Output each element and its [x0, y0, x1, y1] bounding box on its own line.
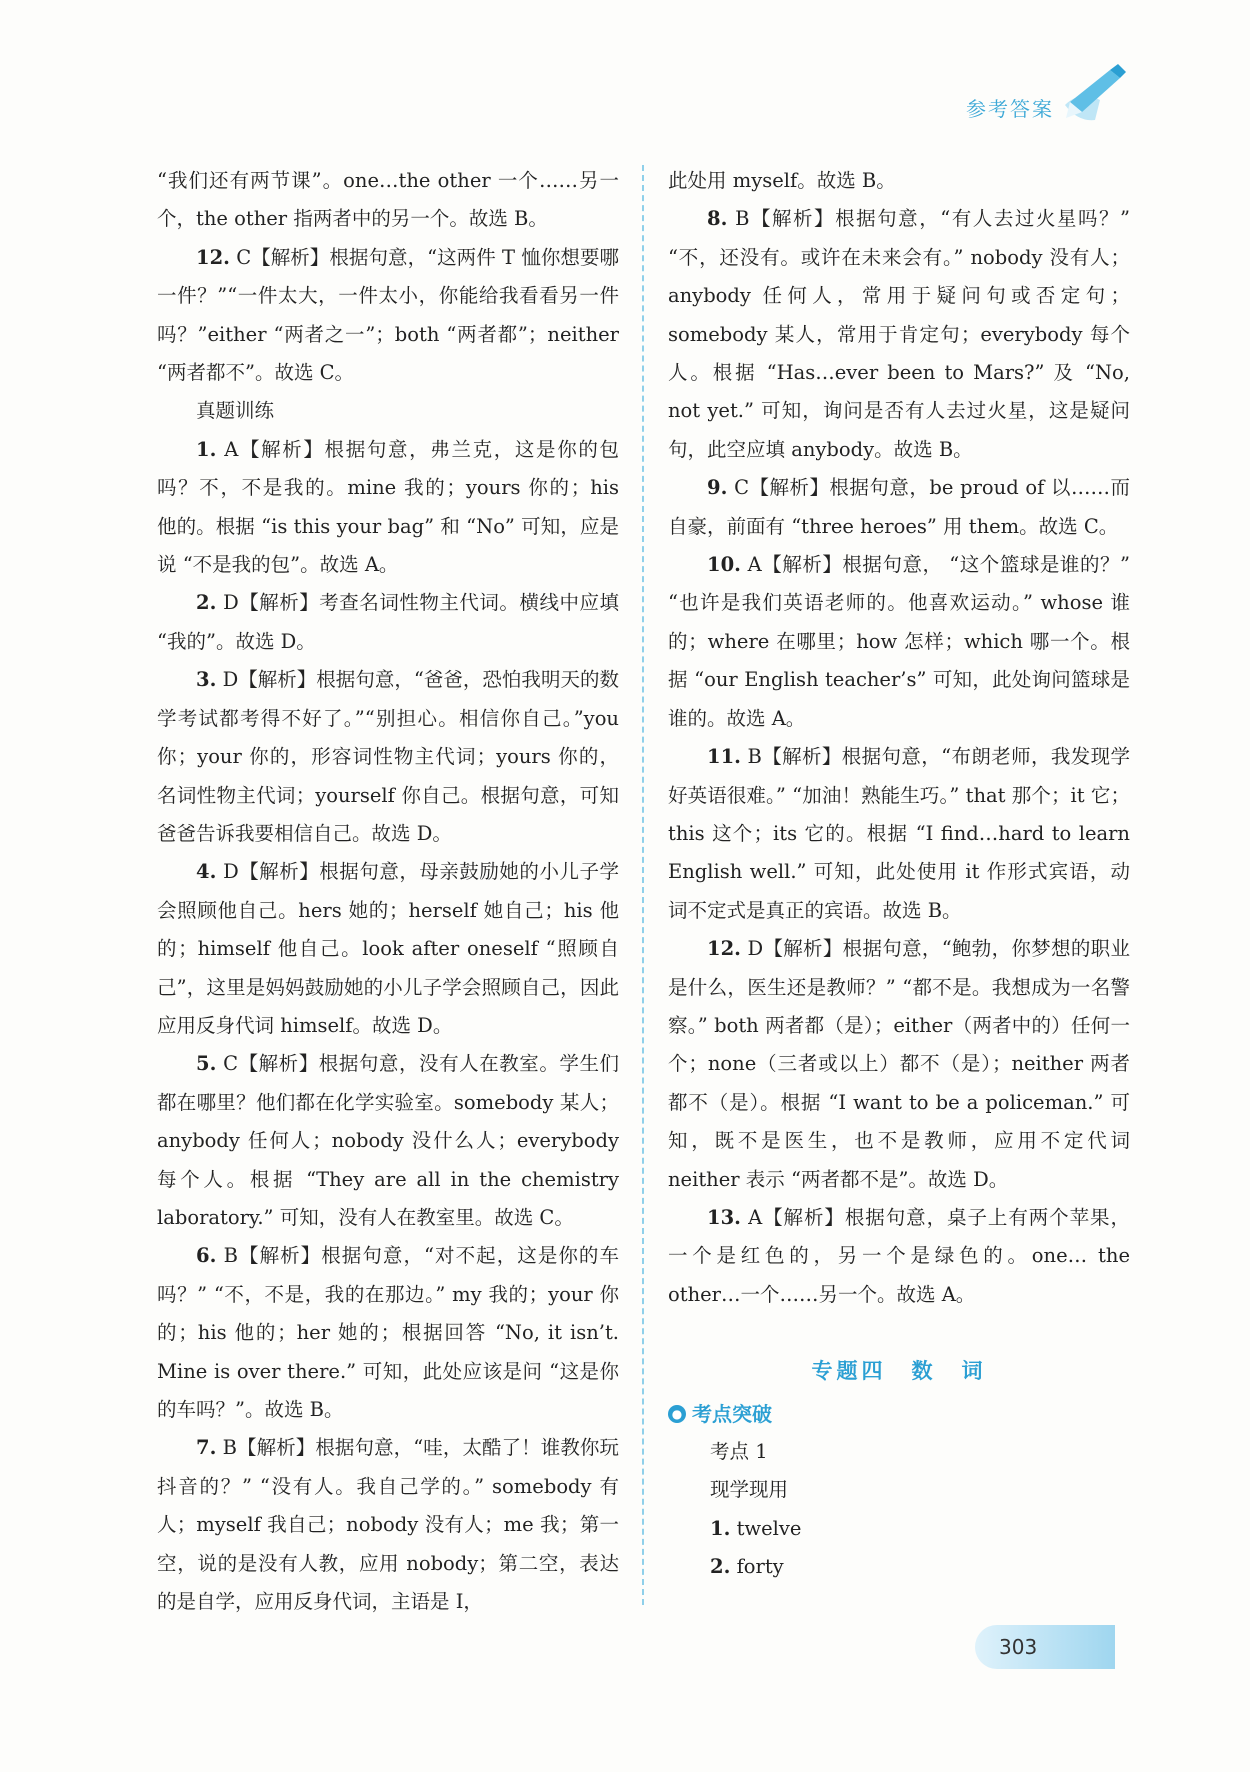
answer-number: 2. — [710, 1555, 731, 1579]
answer-number: 2. — [196, 591, 217, 615]
answer-item — [668, 930, 1130, 1199]
answer-number: 1. — [710, 1516, 731, 1540]
answer-item — [668, 1510, 1130, 1548]
answer-text: A【解析】根据句意， “这个篮球是谁的？” “也许是我们英语老师的。他喜欢运动。” whose 谁的；where 在哪里；how 怎样；which 哪一个。根据 “our English teacher’s” 可知，此处询问篮球是谁的。故选 A。 — [668, 553, 1130, 730]
answer-item — [157, 239, 619, 393]
answer-text: A【解析】根据句意，桌子上有两个苹果，一个是红色的，另一个是绿色的。one… the other…一个……另一个。故选 A。 — [668, 1205, 1130, 1306]
left-column — [157, 162, 619, 1621]
answer-text: D【解析】考查名词性物主代词。横线中应填 “我的”。故选 D。 — [157, 591, 619, 653]
answer-item — [157, 1429, 619, 1621]
page-number: 303 — [975, 1625, 1115, 1669]
answer-number: 7. — [196, 1436, 217, 1460]
answer-text: B【解析】根据句意，“哇，太酷了！谁教你玩抖音的？” “没有人。我自己学的。” somebody 有人；myself 我自己；nobody 没有人；me 我；第一空，说的是没有人教，应用 nobody；第二空，表达的是自学，应用反身代词，主语是 I， — [157, 1436, 619, 1614]
subsection-heading — [668, 1395, 1130, 1433]
answer-text: D【解析】根据句意，母亲鼓励她的小儿子学会照顾他自己。hers 她的；herself 她自己；his 他的；himself 他自己。look after oneself “照顾自己”，这里是妈妈鼓励她的小儿子学会照顾自己，因此应用反身代词 himself。故选 D。 — [157, 860, 619, 1037]
paragraph: 此处用 myself。故选 B。 — [668, 169, 896, 192]
answer-text: B【解析】根据句意，“布朗老师，我发现学好英语很难。” “加油！熟能生巧。” that 那个；it 它；this 这个；its 它的。根据 “I find…hard to learn English well.” 可知，此处使用 it 作形式宾语，动词不定式是真正的宾语。故选 B。 — [668, 745, 1130, 922]
answer-item — [668, 200, 1130, 469]
answer-number: 10. — [707, 553, 741, 577]
answer-number: 12. — [707, 937, 741, 961]
answer-item — [157, 661, 619, 853]
paragraph: “我们还有两节课”。one…the other 一个……另一个，the other 指两者中的另一个。故选 B。 — [157, 169, 619, 231]
practice-label: 现学现用 — [710, 1478, 789, 1502]
answer-number: 5. — [196, 1052, 217, 1076]
answer-number: 3. — [196, 668, 217, 692]
answer-text: forty — [736, 1555, 784, 1579]
column-divider — [642, 165, 644, 1605]
answer-number: 6. — [196, 1244, 217, 1268]
answer-item — [668, 1548, 1130, 1586]
answer-text: B【解析】根据句意，“对不起，这是你的车吗？” “不，不是，我的在那边。” my 我的；your 你的；his 他的；her 她的；根据回答 “No, it isn’t. Mine is over there.” 可知，此处应该是问 “这是你的车吗？”。故选 B。 — [157, 1244, 619, 1421]
answer-text: A【解析】根据句意，弗兰克，这是你的包吗？不，不是我的。mine 我的；yours 你的；his 他的。根据 “is this your bag” 和 “No” 可知，应是说 “不是我的包”。故选 A。 — [157, 437, 619, 577]
answer-number: 11. — [707, 745, 741, 769]
answer-text: C【解析】根据句意，be proud of 以……而自豪，前面有 “three heroes” 用 them。故选 C。 — [668, 476, 1130, 538]
answer-item — [668, 738, 1130, 930]
answer-number: 13. — [707, 1205, 741, 1229]
right-column — [668, 162, 1130, 1587]
answer-text: D【解析】根据句意，“鲍勃，你梦想的职业是什么，医生还是教师？” “都不是。我想成为一名警察。” both 两者都（是）；either（两者中的）任何一个；none（三者或以上）都不（是）；neither 两者都不（是）。根据 “I want to be a policeman.” 可知，既不是医生，也不是教师，应用不定代词 neither 表示 “两者都不是”。故选 D。 — [668, 937, 1130, 1191]
answer-text: D【解析】根据句意，“爸爸，恐怕我明天的数学考试都考得不好了。”“别担心。相信你自己。”you 你；your 你的，形容词性物主代词；yours 你的，名词性物主代词；yourself 你自己。根据句意，可知爸爸告诉我要相信自己。故选 D。 — [157, 668, 619, 845]
answer-item — [157, 1045, 619, 1237]
answer-number: 8. — [707, 207, 728, 231]
answer-item — [157, 1237, 619, 1429]
bullet-icon: ● — [668, 1405, 686, 1423]
answer-text: C【解析】根据句意，“这两件 T 恤你想要哪一件？”“一件太大，一件太小，你能给我看看另一件吗？”either “两者之一”；both “两者都”；neither “两者都不”。故选 C。 — [157, 245, 619, 385]
answer-item — [157, 584, 619, 661]
subsection-label: 考点突破 — [692, 1401, 772, 1426]
answer-number: 9. — [707, 476, 728, 500]
pencil-icon — [1060, 60, 1130, 130]
header-label: 参考答案 — [966, 97, 1054, 121]
answer-text: twelve — [736, 1516, 802, 1540]
answer-item — [157, 431, 619, 585]
answer-number: 1. — [196, 437, 217, 461]
answer-number: 4. — [196, 860, 217, 884]
answer-text: B【解析】根据句意，“有人去过火星吗？” “不，还没有。或许在未来会有。” nobody 没有人；anybody 任何人，常用于疑问句或否定句；somebody 某人，常用于肯定句；everybody 每个人。根据 “Has…ever been to Mars?” 及 “No, not yet.” 可知，询问是否有人去过火星，这是疑问句，此空应填 anybody。故选 B。 — [668, 207, 1130, 461]
answer-item — [668, 469, 1130, 546]
section-title: 专题四 数 词 — [811, 1359, 987, 1384]
answer-item — [668, 546, 1130, 738]
answer-item — [668, 1199, 1130, 1314]
answer-text: C【解析】根据句意，没有人在教室。学生们都在哪里？他们都在化学实验室。somebody 某人；anybody 任何人；nobody 没什么人；everybody 每个人。根据 “They are all in the chemistry laboratory.” 可知，没有人在教室里。故选 C。 — [157, 1052, 619, 1229]
section-label: 真题训练 — [196, 399, 275, 423]
page-header — [966, 60, 1130, 130]
point-label: 考点 1 — [710, 1440, 768, 1463]
answer-item — [157, 853, 619, 1045]
answer-number: 12. — [196, 245, 230, 269]
